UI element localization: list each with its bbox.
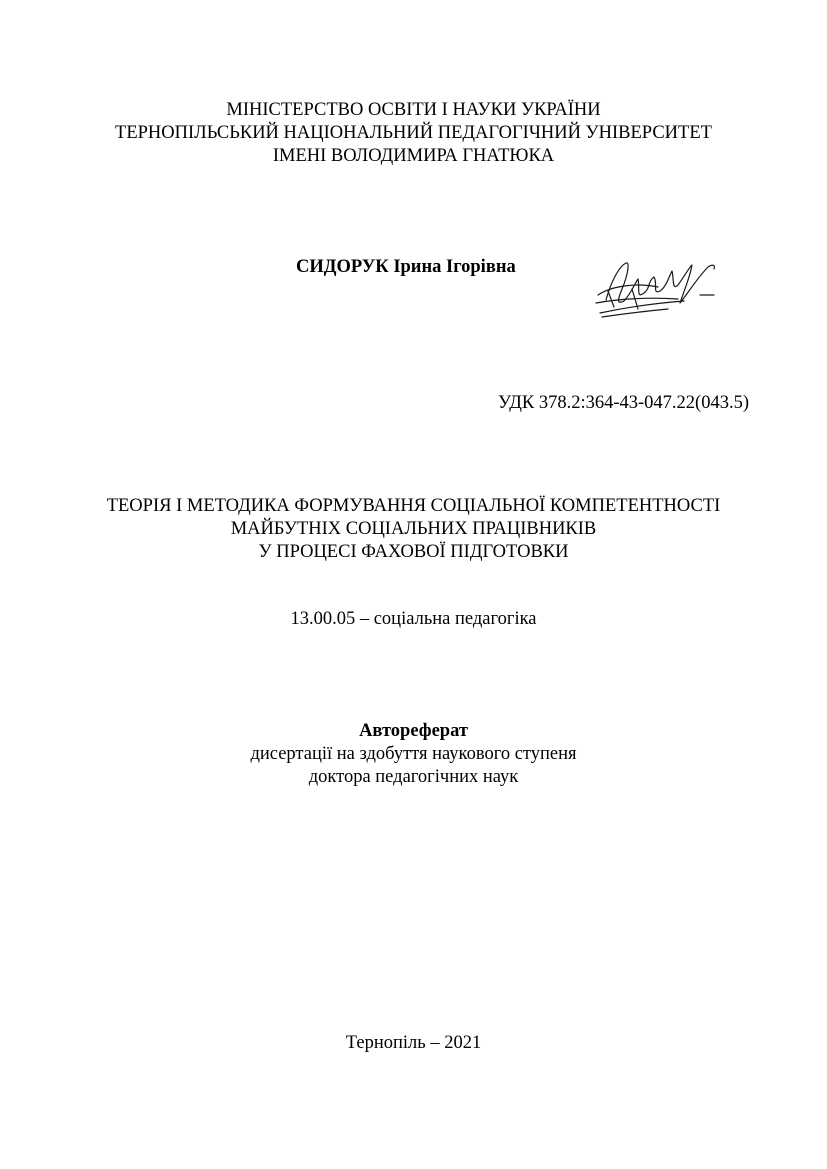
- signature-icon: [588, 255, 728, 325]
- university-name-line2: ІМЕНІ ВОЛОДИМИРА ГНАТЮКА: [272, 146, 555, 166]
- university-name-line1: ТЕРНОПІЛЬСЬКИЙ НАЦІОНАЛЬНИЙ ПЕДАГОГІЧНИЙ УНІВЕРСИТЕТ: [115, 123, 712, 143]
- title-line3: У ПРОЦЕСІ ФАХОВОЇ ПІДГОТОВКИ: [258, 542, 569, 562]
- place-year: Тернопіль – 2021: [345, 1033, 482, 1053]
- abstract-degree-line2: доктора педагогічних наук: [308, 767, 519, 787]
- abstract-degree-line1: дисертації на здобуття наукового ступеня: [250, 744, 577, 764]
- author-name: СИДОРУК Ірина Ігорівна: [296, 257, 516, 277]
- udk-code: УДК 378.2:364-43-047.22(043.5): [498, 393, 749, 413]
- ministry-heading: МІНІСТЕРСТВО ОСВІТИ І НАУКИ УКРАЇНИ: [226, 100, 601, 120]
- specialty-code: 13.00.05 – соціальна педагогіка: [290, 609, 537, 629]
- title-line2: МАЙБУТНІХ СОЦІАЛЬНИХ ПРАЦІВНИКІВ: [230, 519, 597, 539]
- abstract-heading: Автореферат: [359, 721, 468, 741]
- title-line1: ТЕОРІЯ І МЕТОДИКА ФОРМУВАННЯ СОЦІАЛЬНОЇ КОМПЕТЕНТНОСТІ: [106, 496, 721, 516]
